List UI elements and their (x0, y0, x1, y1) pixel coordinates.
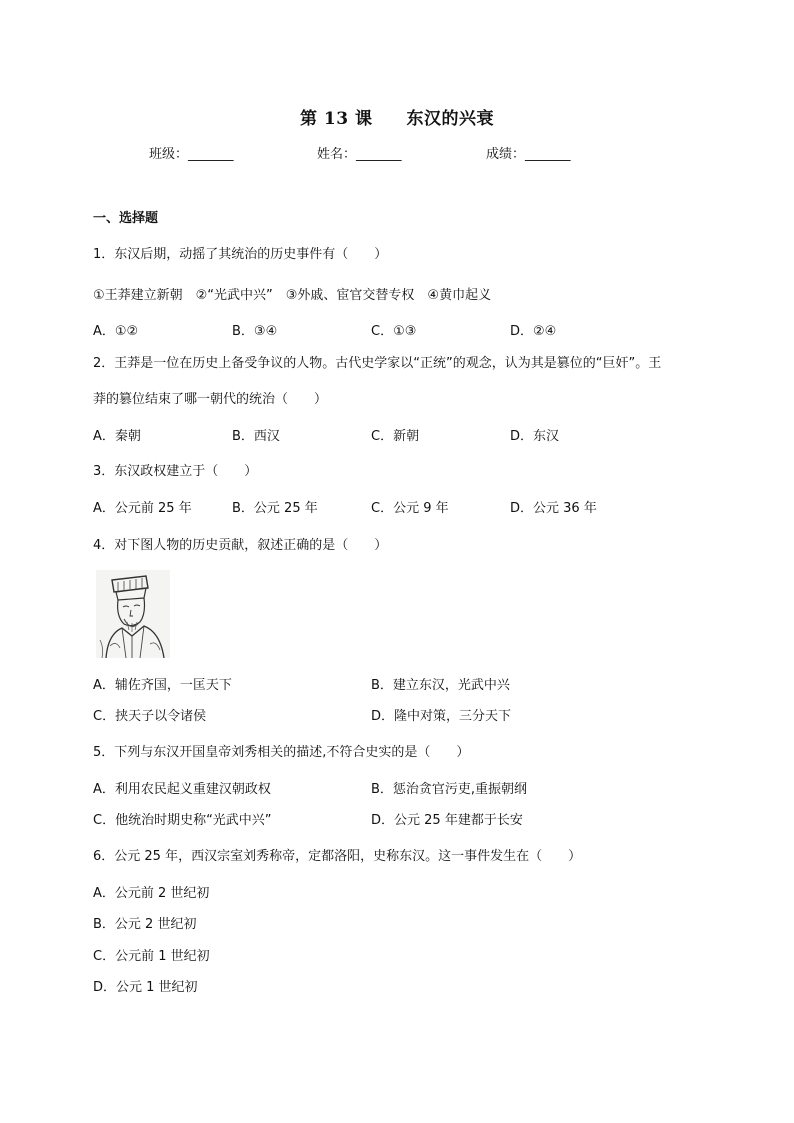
question-2-stem-line-2: 莽的篡位结束了哪一朝代的统治（ ） (93, 392, 328, 407)
question-6-stem: 6．公元 25 年，西汉宗室刘秀称帝，定都洛阳，史称东汉。这一事件发生在（ ） (93, 849, 582, 864)
question-2-stem-line-1: 2．王莽是一位在历史上备受争议的人物。古代史学家以“正统”的观念，认为其是篡位的“巨奸”。王 (93, 356, 662, 371)
question-5-option-d[interactable]: D．公元 25 年建都于长安 (371, 813, 523, 828)
question-6-option-c[interactable]: C．公元前 1 世纪初 (93, 949, 210, 964)
question-4-option-c[interactable]: C．挟天子以令诸侯 (93, 709, 207, 724)
page-title (0, 104, 794, 129)
question-5-stem: 5．下列与东汉开国皇帝刘秀相关的描述,不符合史实的是（ ） (93, 745, 470, 760)
question-3-option-c[interactable]: C．公元 9 年 (371, 501, 449, 516)
question-1-statements: ①王莽建立新朝 ②“光武中兴” ③外戚、宦官交替专权 ④黄巾起义 (93, 288, 492, 303)
question-3-option-a[interactable]: A．公元前 25 年 (93, 501, 192, 516)
question-2-option-b[interactable]: B．西汉 (232, 429, 280, 444)
question-6-option-b[interactable]: B．公元 2 世纪初 (93, 917, 197, 932)
question-5-option-b[interactable]: B．惩治贪官污吏,重振朝纲 (371, 782, 528, 797)
question-2-option-d[interactable]: D．东汉 (510, 429, 560, 444)
question-3-option-b[interactable]: B．公元 25 年 (232, 501, 318, 516)
section-heading: 一、选择题 (93, 211, 159, 226)
question-4-stem: 4．对下图人物的历史贡献，叙述正确的是（ ） (93, 538, 388, 553)
question-1-option-d[interactable]: D．②④ (510, 324, 557, 339)
score-field[interactable]: 成绩：_______ (486, 147, 571, 162)
question-5-option-a[interactable]: A．利用农民起义重建汉朝政权 (93, 782, 271, 797)
question-6-option-a[interactable]: A．公元前 2 世纪初 (93, 886, 210, 901)
title-topic: 东汉的兴衰 (406, 109, 494, 129)
question-5-option-c[interactable]: C．他统治时期史称“光武中兴” (93, 813, 272, 828)
class-field[interactable]: 班级：_______ (149, 147, 234, 162)
emperor-portrait-image (96, 570, 170, 658)
question-2-option-a[interactable]: A．秦朝 (93, 429, 141, 444)
question-6-option-d[interactable]: D．公元 1 世纪初 (93, 980, 198, 995)
question-3-option-d[interactable]: D．公元 36 年 (510, 501, 597, 516)
question-1-stem: 1．东汉后期，动摇了其统治的历史事件有（ ） (93, 247, 388, 262)
question-1-option-a[interactable]: A．①② (93, 324, 139, 339)
question-4-option-a[interactable]: A．辅佐齐国，一匡天下 (93, 678, 232, 693)
question-4-option-d[interactable]: D．隆中对策，三分天下 (371, 709, 512, 724)
question-1-option-b[interactable]: B．③④ (232, 324, 278, 339)
question-3-stem: 3．东汉政权建立于（ ） (93, 464, 258, 479)
name-field[interactable]: 姓名：_______ (317, 147, 402, 162)
title-lesson: 第 13 课 (300, 109, 373, 129)
question-4-option-b[interactable]: B．建立东汉，光武中兴 (371, 678, 510, 693)
question-2-option-c[interactable]: C．新朝 (371, 429, 420, 444)
question-1-option-c[interactable]: C．①③ (371, 324, 417, 339)
